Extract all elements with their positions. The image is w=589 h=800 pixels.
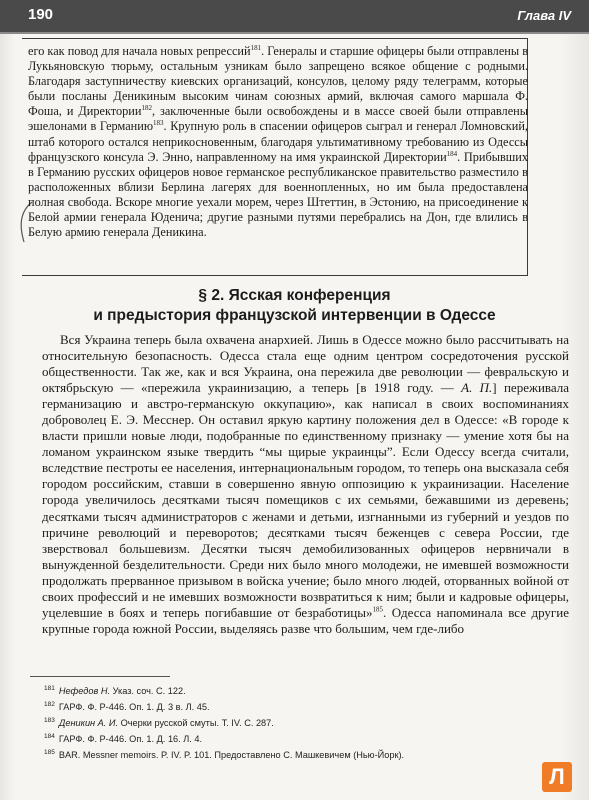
box-text-4: . Крупную роль в спасении офицеров сыграл и генерал Ломновский, штаб которого остался неприкосновенным, благодаря ультимативному требованию из Одессы французского консула Э. Энно, направленному на имя украинской Директории bbox=[28, 119, 528, 164]
box-text-1: его как повод для начала новых репрессий bbox=[28, 44, 251, 58]
logo-glyph: Л bbox=[549, 764, 565, 789]
box-text-2: . Генералы и старшие офицеры были отправлены в Лукьяновскую тюрьму, остальным узникам было запрещено всякое общение с родными. Благодаря заступничеству киевских организаций, консулов, целому ряду телеграмм, которые были посланы Деникиным высоким чинам союзных армий, включая самого маршала Ф. Фоша, и Директории bbox=[28, 44, 529, 119]
publisher-logo-icon bbox=[542, 762, 572, 792]
page-number: 190 bbox=[28, 6, 54, 23]
header-rule bbox=[0, 32, 589, 34]
footnote-182: $^{182}$ ГАРФ. Ф. Р-446. Оп. 1. Д. 3 в. Л. 45. bbox=[44, 701, 210, 713]
box-text-3: , заключенные были освобождены и в массе своей были отправлены эшелонами в Германию bbox=[28, 104, 528, 134]
box-text-5: . Прибывших в Германию русских офицеров новое германское республиканское правительство разместило в расположенных вблизи Берлина лагерях для военнопленных, но им была предоставлена полная свобода. Вскоре многие уехали морем, через Штеттин, в Эстонию, на присоединение к Белой армии генерала Юденича; другие разными путями перебрались на Дон, где влились в Белую армию генерала Деникина. bbox=[28, 149, 528, 240]
author-initials: А. П. bbox=[461, 380, 493, 396]
body-text-1: Вся Украина теперь была охвачена анархией. Лишь в Одессе можно было рассчитывать на относительную безопасность. Одесса стала еще одним центром сосредоточения русской общественности. Так же, как и вся Украина, она пережила две революции — февральскую и октябрьскую — «пережила украинизацию, а теперь [в 1918 году. — bbox=[42, 332, 569, 396]
body-text-2: ] переживала германизацию и австро-германскую оккупацию», как написал в своих воспоминаниях доброволец Е. Э. Месснер. Он оставил яркую картину положения дел в Одессе: «В городе к власти пришли новые люди, подобранные по единственному признаку — умение хотя бы на ломаном украинском языке твердить “мы щирые украинцы”. Если Одессу всегда считали, вследствие пестроты ее населения, интернациональным городом, то теперь она высказала себя городом российским, ставши в совершенно явную оппозицию к украинизации. Население города увеличилось десятками тысяч помещиков с их семьями, бежавшими из деревень; десятками тысяч администраторов с женами и детьми, изгнанными из губерний и уездов по причине революций и переворотов; десятками тысяч беженцев с севера России, где зверствовал большевизм. Десятки тысяч демобилизованных офицеров нервничали в вынужденной безделительности. Среди них было много молодежи, не имевшей возможности продолжать прерванное призывом в войска учение; было много людей, оторванных войной от своих профессий и не имевших возможности возвратиться к ним; были и кадровые офицеры, уцелевшие в боях и теперь погибавшие от безработицы» bbox=[42, 380, 570, 620]
section-heading-line1: § 2. Ясская конференция bbox=[198, 287, 391, 304]
section-heading-line2: и предыстория французской интервенции в Одессе bbox=[93, 307, 496, 324]
footnote-185: $^{185}$ BAR. Messner memoirs. P. IV. P. 101. Предоставлено С. Машкевичем (Нью-Йорк). bbox=[44, 749, 405, 761]
footnotes bbox=[44, 682, 564, 762]
footnote-ref-183[interactable]: 183 bbox=[153, 119, 164, 128]
chapter-title: Глава IV bbox=[517, 8, 571, 23]
footnote-181: $^{181}$ Нефедов Н. Указ. соч. С. 122. bbox=[44, 685, 186, 697]
body-text-3: . Одесса напоминала все другие крупные города южной России, выделяясь разве что большим, чем где-либо bbox=[42, 604, 569, 636]
footnote-183: $^{183}$ Деникин А. И. Очерки русской смуты. Т. IV. С. 287. bbox=[44, 717, 274, 729]
footnote-ref-182[interactable]: 182 bbox=[141, 104, 152, 113]
running-header bbox=[0, 0, 589, 32]
section-heading bbox=[22, 286, 567, 326]
body-paragraph bbox=[42, 332, 569, 637]
footnote-ref-184[interactable]: 184 bbox=[446, 149, 458, 158]
footnote-184: $^{184}$ ГАРФ. Ф. Р-446. Оп. 1. Д. 16. Л. 4. bbox=[44, 733, 203, 745]
boxed-paragraph bbox=[28, 44, 528, 240]
footnote-ref-181[interactable]: 181 bbox=[250, 43, 262, 52]
footnote-separator bbox=[30, 676, 170, 677]
footnote-ref-185[interactable]: 185 bbox=[372, 605, 384, 614]
